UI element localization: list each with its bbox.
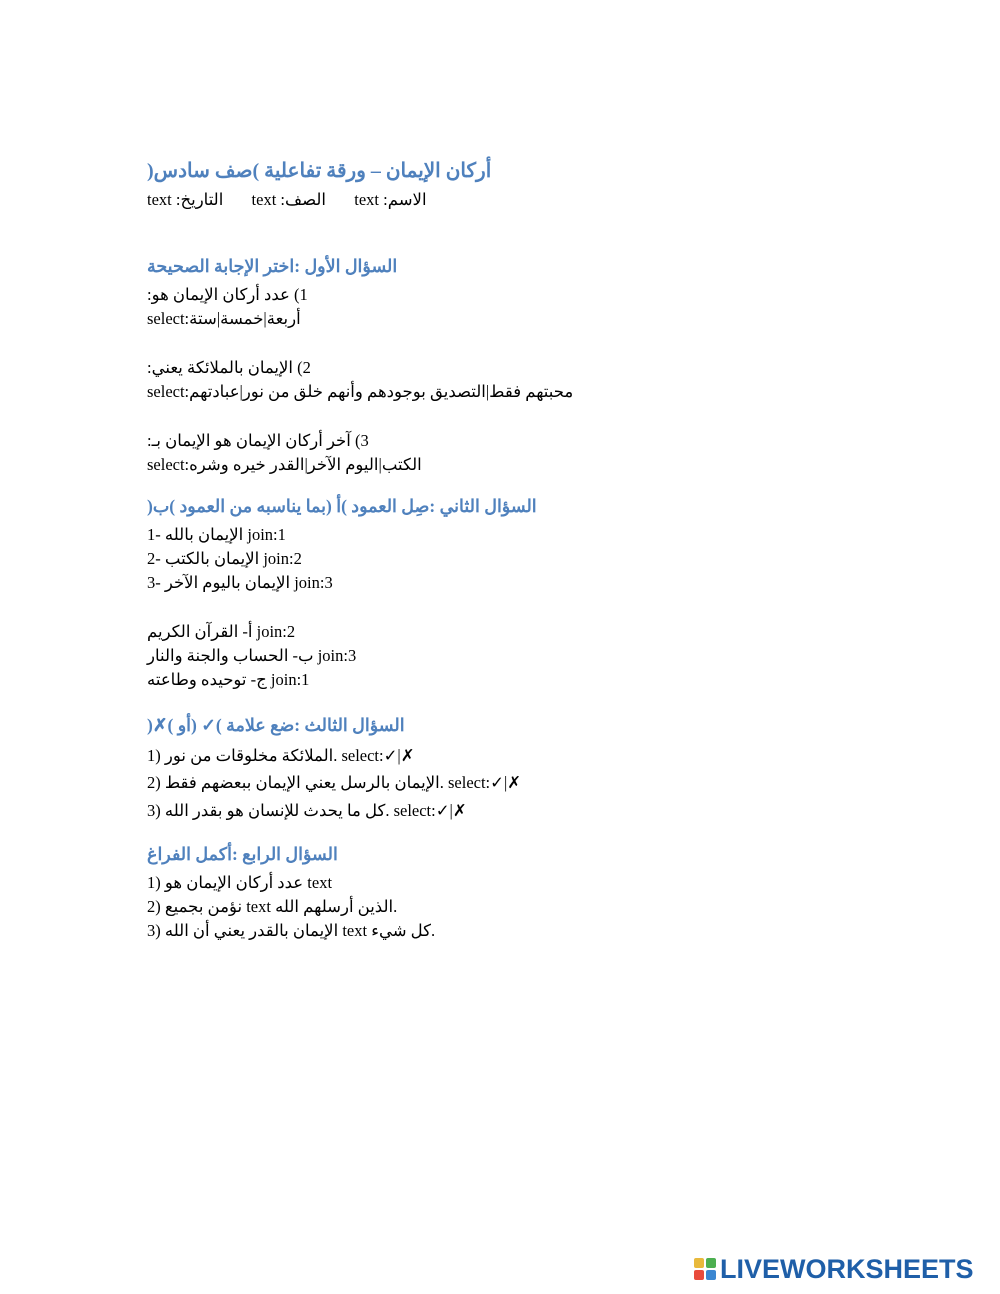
q2-a3-join[interactable]: join:3 (294, 573, 333, 592)
class-label: الصف: (280, 190, 327, 209)
q3-heading: السؤال الثالث :ضع علامة )✓ (أو )✗( (147, 715, 405, 735)
q1-item-2-question: 2) الإيمان بالملائكة يعني: (147, 358, 311, 377)
q3-item-3-select[interactable]: select:✓|✗ (393, 801, 467, 820)
name-field[interactable]: text (354, 190, 380, 209)
q2-a2-join[interactable]: join:2 (263, 549, 302, 568)
q1-item-2-select[interactable]: select: (147, 382, 190, 401)
q2-column-b-row-1 (147, 621, 295, 643)
q3-item-3-number: 3) (147, 801, 161, 820)
q2-b1-join[interactable]: join:2 (256, 622, 296, 641)
q2-a2-text: 2- الإيمان بالكتب (147, 549, 260, 568)
q3-item-2-select[interactable]: select:✓|✗ (447, 773, 522, 792)
q4-item-1-blank[interactable]: text (307, 873, 333, 892)
class-field[interactable]: text (251, 190, 277, 209)
date-label: التاريخ: (175, 190, 224, 209)
q4-item-2-number: 2) (147, 897, 161, 916)
q1-item-3-question: 3) آخر أركان الإيمان هو الإيمان بـ: (147, 431, 369, 450)
q4-item-2-after: الذين أرسلهم الله. (275, 897, 398, 916)
q1-item-2-answer (147, 381, 573, 403)
q2-column-a-row-2 (147, 548, 302, 570)
q1-item-3-select[interactable]: select: (147, 455, 190, 474)
q2-column-a-row-3 (147, 572, 333, 594)
liveworksheets-logo-icon (694, 1258, 716, 1280)
q2-column-b-row-3 (147, 669, 309, 691)
q4-heading: السؤال الرابع :أكمل الفراغ (147, 844, 338, 864)
q4-item-3-blank[interactable]: text (342, 921, 368, 940)
q2-column-a-row-1 (147, 524, 286, 546)
q1-item-2-options: محبتهم فقط|التصديق بوجودهم وأنهم خلق من نور|عبادتهم (189, 382, 574, 401)
q4-item-1-number: 1) (147, 873, 161, 892)
q4-item-2-blank[interactable]: text (246, 897, 271, 916)
q3-item-2-statement: الإيمان بالرسل يعني الإيمان ببعضهم فقط. (164, 773, 444, 792)
q3-item-1 (147, 745, 415, 767)
q2-column-b-row-2 (147, 645, 356, 667)
q4-item-3 (147, 920, 435, 942)
q2-b2-join[interactable]: join:3 (317, 646, 357, 665)
q3-item-3-statement: كل ما يحدث للإنسان هو بقدر الله. (164, 801, 390, 820)
q4-item-1-before: عدد أركان الإيمان هو (164, 873, 304, 892)
q2-a3-text: 3- الإيمان باليوم الآخر (147, 573, 291, 592)
q4-item-2-before: نؤمن بجميع (164, 897, 243, 916)
q1-item-3-options: الكتب|اليوم الآخر|القدر خيره وشره (189, 455, 422, 474)
liveworksheets-logo[interactable] (694, 1254, 974, 1284)
q4-item-1 (147, 872, 332, 894)
q3-item-2 (147, 772, 521, 794)
q1-item-1-select[interactable]: select: (147, 309, 190, 328)
q1-item-1-options: أربعة|خمسة|ستة (189, 309, 301, 328)
worksheet-title: أركان الإيمان – ورقة تفاعلية )صف سادس( (147, 160, 492, 182)
q3-item-1-number: 1) (147, 746, 161, 765)
q4-item-3-number: 3) (147, 921, 161, 940)
date-field[interactable]: text (147, 190, 172, 209)
q3-item-1-select[interactable]: select:✓|✗ (341, 746, 415, 765)
q2-a1-text: 1- الإيمان بالله (147, 525, 244, 544)
q1-heading: السؤال الأول :اختر الإجابة الصحيحة (147, 256, 398, 276)
q1-item-1-answer (147, 308, 301, 330)
q1-item-3-answer (147, 454, 422, 476)
q2-b1-text: أ- القرآن الكريم (147, 622, 253, 641)
q4-item-2 (147, 896, 397, 918)
q2-a1-join[interactable]: join:1 (247, 525, 286, 544)
q3-item-2-number: 2) (147, 773, 161, 792)
q2-b3-join[interactable]: join:1 (270, 670, 310, 689)
q4-item-3-after: كل شيء. (371, 921, 436, 940)
student-info-line (147, 189, 427, 211)
q2-heading: السؤال الثاني :صِل العمود )أ (بما يناسبه من العمود )ب( (147, 496, 537, 516)
q1-item-1-question: 1) عدد أركان الإيمان هو: (147, 285, 308, 304)
q2-b2-text: ب- الحساب والجنة والنار (147, 646, 314, 665)
liveworksheets-brand: LIVEWORKSHEETS (720, 1253, 974, 1284)
q3-item-1-statement: الملائكة مخلوقات من نور. (164, 746, 338, 765)
q4-item-3-before: الإيمان بالقدر يعني أن الله (164, 921, 339, 940)
q3-item-3 (147, 800, 467, 822)
name-label: الاسم: (383, 190, 427, 209)
q2-b3-text: ج- توحيده وطاعته (147, 670, 267, 689)
